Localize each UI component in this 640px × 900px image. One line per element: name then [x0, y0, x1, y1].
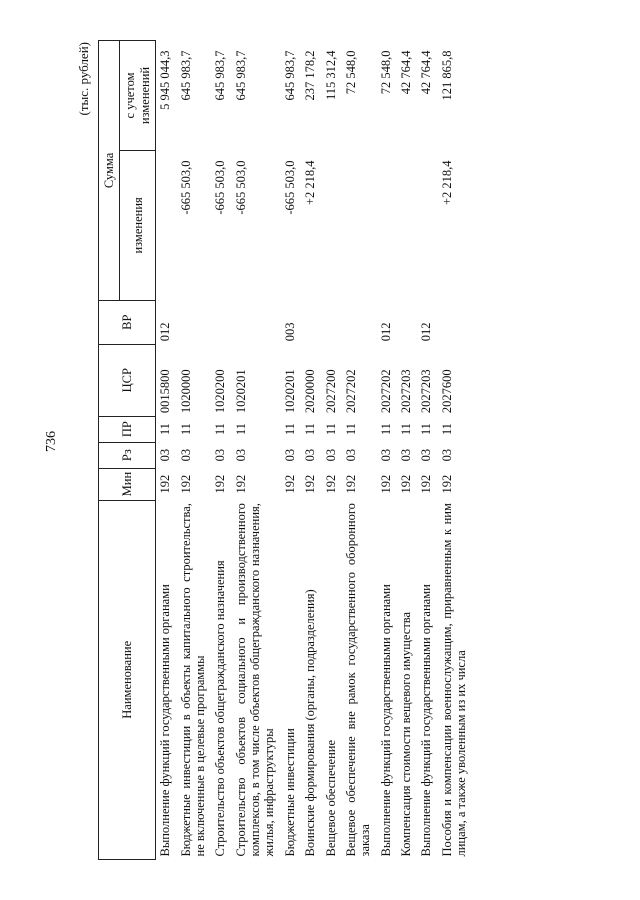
row-name: Вещевое обеспечение — [323, 740, 338, 857]
row-min: 192 — [439, 474, 454, 494]
row-csr: 1020201 — [233, 369, 248, 414]
header-with-changes: с учетом изменений — [120, 41, 156, 151]
row-rz: 03 — [343, 448, 358, 462]
row-min: 192 — [399, 474, 413, 494]
row-pr: 11 — [178, 423, 193, 436]
row-csr: 1020000 — [178, 369, 193, 414]
row-min: 192 — [343, 474, 358, 494]
row-rz: 03 — [323, 448, 338, 462]
row-rz: 03 — [303, 448, 318, 462]
header-rz: Рз — [99, 442, 156, 468]
row-rz: 03 — [378, 448, 393, 462]
row-total: 72 548,0 — [378, 50, 393, 95]
row-vr: 012 — [419, 322, 434, 342]
header-csr: ЦСР — [99, 344, 156, 416]
row-csr: 2027202 — [378, 369, 393, 414]
row-name: Компенсация стоимости вещевого имущества — [399, 611, 413, 857]
row-pr: 11 — [343, 423, 358, 436]
table-row — [438, 41, 473, 860]
row-vr: 012 — [158, 322, 173, 342]
row-total: 645 983,7 — [178, 50, 193, 101]
row-name: Пособия и компенсации военнослужащим, приравненным к ним лицам, а также уволенным из их числа — [439, 503, 469, 857]
row-pr: 11 — [282, 423, 297, 436]
row-vr — [177, 300, 212, 344]
row-changes — [156, 150, 177, 300]
row-csr: 2027200 — [323, 369, 338, 414]
row-name: Строительство объектов социального и производственного комплексов, в том числе объектов общегражданского назначения, жилья, инфраструктуры — [233, 503, 277, 857]
header-name: Наименование — [99, 500, 156, 859]
row-rz: 03 — [178, 448, 193, 462]
row-rz: 03 — [282, 448, 297, 462]
table-row — [211, 41, 231, 860]
header-min: Мин — [99, 468, 156, 500]
table-row — [322, 41, 342, 860]
row-rz: 03 — [158, 448, 173, 462]
row-total: 115 312,4 — [323, 50, 338, 101]
row-changes: -665 503,0 — [178, 160, 193, 215]
row-vr — [322, 300, 342, 344]
row-rz: 03 — [439, 448, 454, 462]
row-pr: 11 — [378, 423, 393, 436]
budget-table — [98, 40, 473, 860]
row-vr — [397, 300, 417, 344]
row-min: 192 — [303, 474, 318, 494]
table-row — [301, 41, 321, 860]
row-name: Воинские формирования (органы, подразделения) — [303, 589, 318, 857]
row-changes — [397, 150, 417, 300]
header-pr: ПР — [99, 416, 156, 442]
row-total: 645 983,7 — [282, 50, 297, 101]
row-csr: 2027600 — [439, 369, 454, 414]
row-csr: 1020200 — [213, 369, 228, 414]
table-row — [377, 41, 397, 860]
row-min: 192 — [233, 474, 248, 494]
header-changes: изменения — [120, 150, 156, 300]
row-rz: 03 — [399, 448, 413, 462]
row-min: 192 — [178, 474, 193, 494]
row-min: 192 — [323, 474, 338, 494]
row-changes — [417, 150, 437, 300]
table-row — [417, 41, 437, 860]
row-csr: 2027202 — [343, 369, 358, 414]
row-total: 121 865,8 — [439, 50, 454, 101]
page-number: 736 — [44, 431, 59, 452]
row-name: Бюджетные инвестиции в объекты капитального строительства, не включенные в целевые программы — [178, 503, 207, 857]
row-name: Вещевое обеспечение вне рамок государственного оборонного заказа — [343, 503, 373, 857]
row-pr: 11 — [233, 423, 248, 436]
row-vr — [301, 300, 321, 344]
row-rz: 03 — [419, 448, 434, 462]
header-vr: ВР — [99, 300, 156, 344]
row-pr: 11 — [439, 423, 454, 436]
table-row — [156, 41, 177, 860]
table-row — [397, 41, 417, 860]
row-changes: -665 503,0 — [213, 160, 228, 215]
table-row — [281, 41, 301, 860]
row-csr: 0015800 — [158, 369, 173, 414]
row-changes: -665 503,0 — [233, 160, 248, 215]
row-csr: 2027203 — [399, 369, 413, 414]
row-name: Выполнение функций государственными органами — [419, 584, 434, 857]
row-pr: 11 — [303, 423, 318, 436]
row-total: 42 764,4 — [399, 50, 413, 95]
row-vr — [232, 300, 281, 344]
header-sum: Сумма — [99, 41, 120, 301]
row-min: 192 — [378, 474, 393, 494]
row-vr — [342, 300, 377, 344]
row-changes — [322, 150, 342, 300]
row-changes — [342, 150, 377, 300]
table-row — [342, 41, 377, 860]
row-total: 645 983,7 — [213, 50, 228, 101]
row-changes: -665 503,0 — [282, 160, 297, 215]
units-note: (тыс. рублей) — [76, 42, 91, 116]
table-row — [177, 41, 212, 860]
row-total: 645 983,7 — [233, 50, 248, 101]
row-pr: 11 — [213, 423, 228, 436]
row-total: 42 764,4 — [419, 50, 434, 95]
row-csr: 1020201 — [282, 369, 297, 414]
row-pr: 11 — [323, 423, 338, 436]
table-row — [232, 41, 281, 860]
row-rz: 03 — [213, 448, 228, 462]
row-name: Выполнение функций государственными органами — [378, 584, 393, 857]
row-changes — [377, 150, 397, 300]
row-vr — [211, 300, 231, 344]
row-total: 237 178,2 — [303, 50, 318, 101]
row-rz: 03 — [233, 448, 248, 462]
row-vr — [438, 300, 473, 344]
row-pr: 11 — [158, 423, 173, 436]
row-name: Бюджетные инвестиции — [282, 728, 297, 857]
row-min: 192 — [419, 474, 434, 494]
row-csr: 2027203 — [419, 369, 434, 414]
row-min: 192 — [158, 474, 173, 494]
row-name: Строительство объектов общегражданского назначения — [213, 560, 228, 857]
row-total: 72 548,0 — [343, 50, 358, 95]
row-vr: 012 — [378, 322, 393, 342]
row-vr: 003 — [282, 322, 297, 342]
row-name: Выполнение функций государственными органами — [158, 584, 173, 857]
row-pr: 11 — [419, 423, 434, 436]
row-min: 192 — [282, 474, 297, 494]
row-csr: 2020000 — [303, 369, 318, 414]
budget-table-container — [76, 40, 598, 860]
row-changes: +2 218,4 — [439, 160, 454, 206]
row-min: 192 — [213, 474, 228, 494]
row-changes: +2 218,4 — [303, 160, 318, 206]
row-pr: 11 — [399, 423, 413, 436]
row-total: 5 945 044,3 — [158, 50, 173, 110]
